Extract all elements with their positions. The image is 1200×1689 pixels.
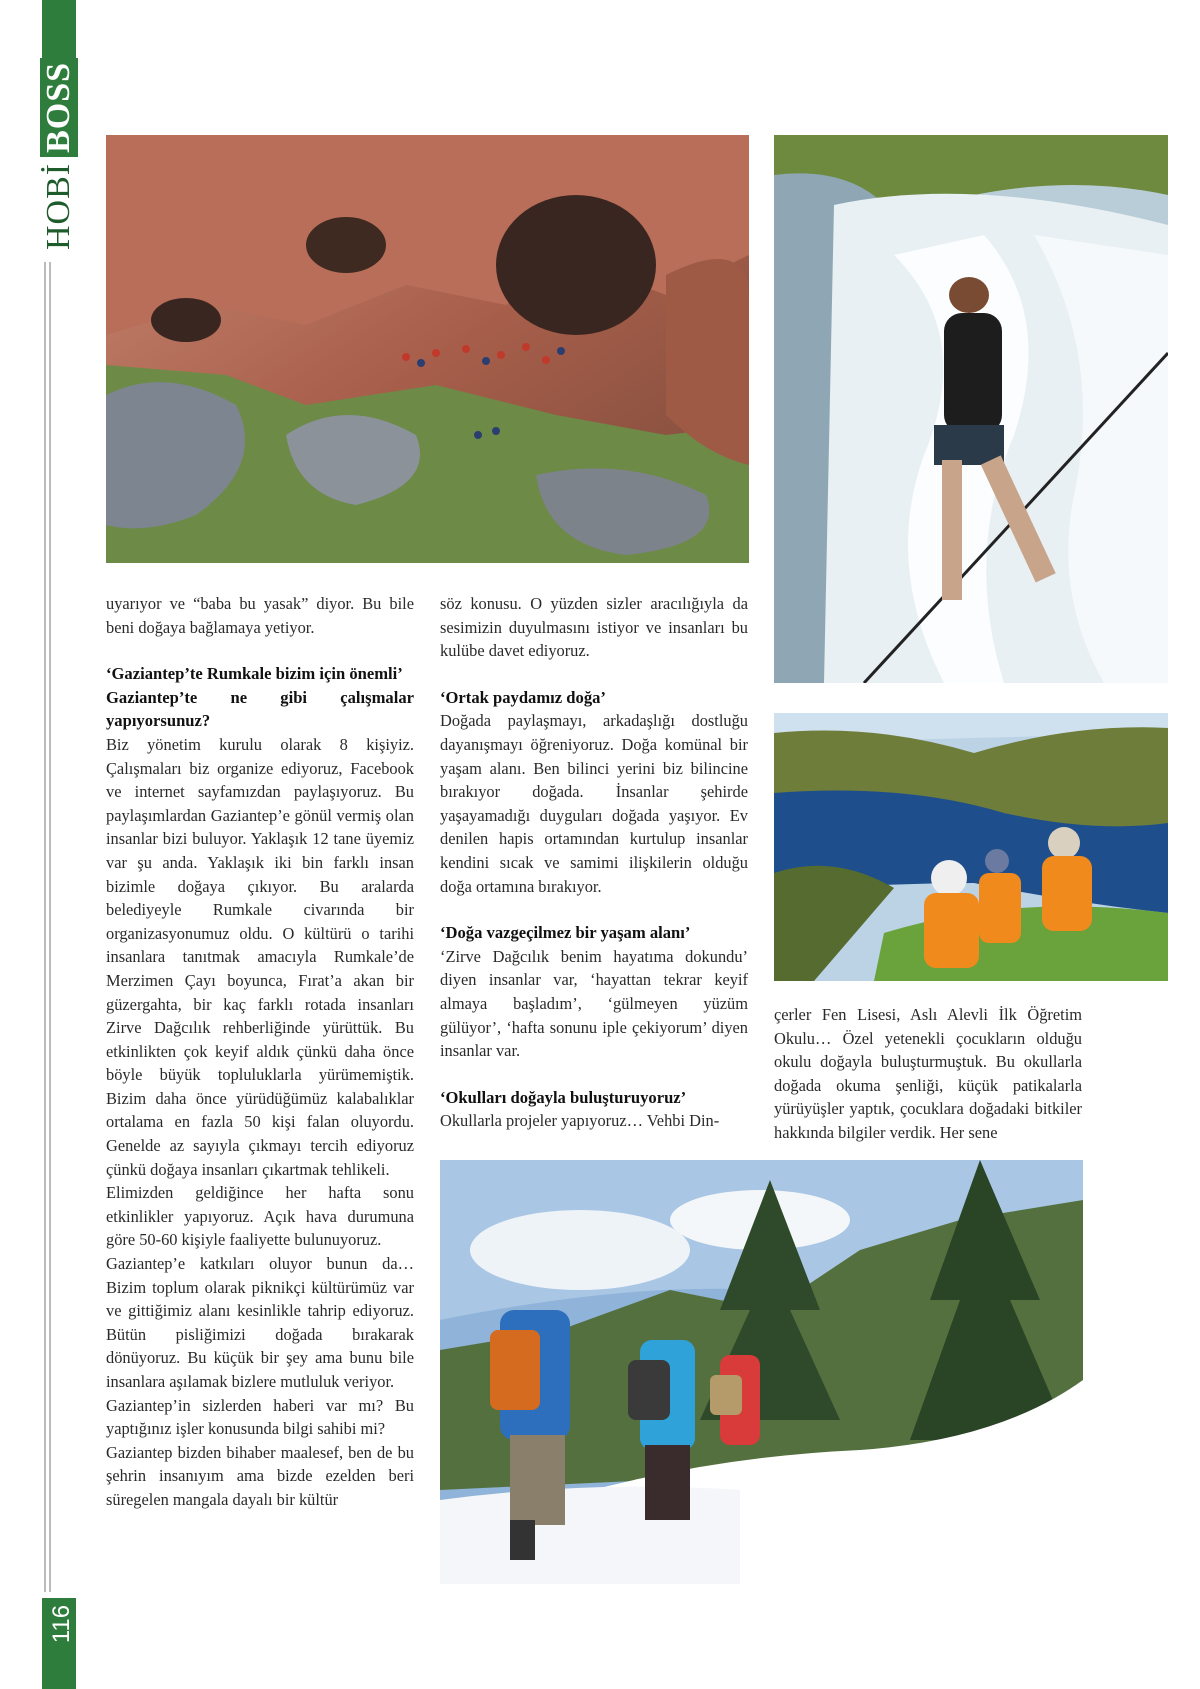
brand-hobi: HOBİ (40, 162, 77, 250)
sidebar-rule-inner (49, 262, 51, 1592)
magazine-brand (40, 40, 78, 250)
col1-paragraph-3: Gaziantep’e katkıları oluyor bunun da… Bizim toplum olarak piknikçi kültürümüz var ve gittiğimiz alanı kesinlikle tahrip ediyoruz. Bütün pisliğimizi doğada bırakarak dönüyoruz. Bu küçük bir şey ama bunu bile insanlara aşılamak bizlere mutluluk veriyor. (106, 1254, 414, 1391)
col2-heading-ortak-payda: ‘Ortak paydamız doğa’ (440, 687, 606, 707)
col1-paragraph-1: Biz yönetim kurulu olarak 8 kişiyiz. Çalışmaları biz organize ediyoruz, Facebook ve internet sayfamızdan paylaşıyoruz. Bu paylaşımlardan Gaziantep’e gönül vermiş olan insanlar bizi buluyor. Yaklaşık 12 tane üyemiz var şu anda. Yaklaşık iki bin farklı insan bizimle doğaya çıkıyor. Bu aralarda belediyeyle Rumkale civarında bir organizasyonumuz oldu. O kültürü o tarihi insanlara tanıtmak amacıyla Rumkale’de Merzimen Çayı boyunca, Fırat’a akan bir güzergahta, bir kaç farklı rotada insanları Zirve Dağcılık rehberliğinde yürüttük. Bu etkinlikten çok keyif aldık çünkü daha önce böyle büyük topluluklarla yürümemiştik. Bizim daha önce yürüdüğümüz kalabalıklar ortalama en fazla 50 kişi falan oluyordu. Genelde az sayıyla çıkmayı tercih ediyoruz çünkü doğaya insanları çıkartmak tehlikeli. (106, 734, 414, 1179)
text-column-3 (774, 1003, 1082, 1145)
col3-paragraph-1: çerler Fen Lisesi, Aslı Alevli İlk Öğretim Okulu… Özel yetenekli çocukların olduğu okulu doğayla buluşturmuştuk. Bu okullarla doğada okuma şenliği, küçük patikalarla yürüyüşler yaptık, çocuklara doğadaki bitkiler hakkında bilgiler verdik. Her sene (774, 1005, 1082, 1142)
photo-waterfall-rappel (774, 135, 1168, 683)
text-column-2 (440, 592, 748, 1133)
photo-lake-group (774, 713, 1168, 981)
col2-paragraph-2: ‘Zirve Dağcılık benim hayatıma dokundu’ diyen insanlar var, ‘hayattan tekrar keyif almaya başladım’, ‘gülmeyen yüzüm gülüyor’, ‘hafta sonunu iple çekiyorum’ diyen insanlar var. (440, 946, 748, 1061)
col2-heading-vazgecilmez: ‘Doğa vazgeçilmez bir yaşam alanı’ (440, 923, 691, 943)
col2-paragraph-1: Doğada paylaşmayı, arkadaşlığı dostluğu dayanışmayı öğreniyoruz. Doğa komünal bir yaşam alanı. Ben bilinci yerini biz bilincine bırakıyor doğada. İnsanlar şehirde yaşayamadığı duyguları doğada yaşıyor. Ev denilen hapis ortamından kurtulup insanlar kendini sıcak ve samimi ilişkilerin olduğu doğa ortamına bırakıyor. (440, 711, 748, 896)
col2-heading-okullar: ‘Okulları doğayla buluşturuyoruz’ (440, 1087, 687, 1107)
col1-paragraph-4: Gaziantep bizden bihaber maalesef, ben de bu şehrin insanıyım ama bizde ezelden beri süregelen mangala dayalı bir kültür (106, 1442, 414, 1509)
text-column-1 (106, 592, 414, 1512)
col2-intro-paragraph: söz konusu. O yüzden sizler aracılığıyla da sesimizin duyulmasını istiyor ve insanları bu kulübe davet ediyoruz. (440, 594, 748, 661)
sidebar-rule (44, 262, 46, 1592)
col2-paragraph-3: Okullarla projeler yapıyoruz… Vehbi Din- (440, 1111, 720, 1131)
col1-question-1: Gaziantep’te ne gibi çalışmalar yapıyorsunuz? (106, 687, 414, 731)
col1-intro-paragraph: uyarıyor ve “baba bu yasak” diyor. Bu bile beni doğaya bağlamaya yetiyor. (106, 594, 414, 637)
col1-heading-rumkale: ‘Gaziantep’te Rumkale bizim için önemli’ (106, 664, 403, 684)
page-number: 116 (48, 1604, 75, 1644)
photo-cave-hikers (106, 135, 749, 563)
col1-question-2: Gaziantep’in sizlerden haberi var mı? Bu yaptığınız işler konusunda bilgi sahibi mi? (106, 1395, 414, 1439)
col1-paragraph-2: Elimizden geldiğince her hafta sonu etkinlikler yapıyoruz. Açık hava durumuna göre 50-60 kişiyle faaliyette bulunuyoruz. (106, 1183, 414, 1250)
brand-boss: BOSS (40, 58, 78, 157)
photo-snow-hikers (440, 1160, 1083, 1584)
